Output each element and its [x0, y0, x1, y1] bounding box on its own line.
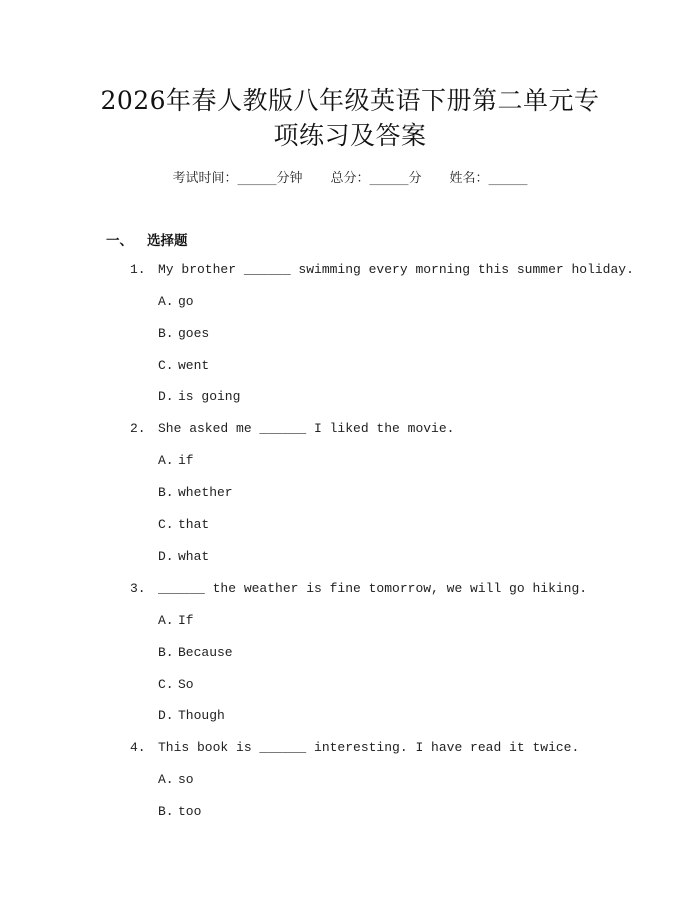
- option-3a: [158, 613, 194, 628]
- option-text: so: [178, 772, 194, 787]
- option-2d: [158, 549, 209, 564]
- question-4: [130, 740, 579, 755]
- option-letter: D.: [158, 708, 174, 723]
- option-letter: B.: [158, 326, 174, 341]
- option-text: go: [178, 294, 194, 309]
- option-3d: [158, 708, 225, 723]
- exam-time: 考试时间：______分钟: [172, 171, 303, 186]
- option-text: too: [178, 804, 202, 819]
- question-number: 4.: [130, 740, 146, 755]
- option-text: whether: [178, 485, 233, 500]
- section-title: 选择题: [147, 233, 188, 249]
- question-text: My brother ______ swimming every morning this summer holiday.: [158, 262, 634, 277]
- option-2a: [158, 453, 194, 468]
- option-text: that: [178, 517, 210, 532]
- option-letter: C.: [158, 677, 174, 692]
- question-text: She asked me ______ I liked the movie.: [158, 421, 455, 436]
- option-text: If: [178, 613, 194, 628]
- option-2b: [158, 485, 233, 500]
- option-letter: D.: [158, 549, 174, 564]
- option-1d: [158, 389, 240, 404]
- question-3: [130, 581, 587, 596]
- question-text: ______ the weather is fine tomorrow, we will go hiking.: [158, 581, 588, 596]
- question-text: This book is ______ interesting. I have read it twice.: [158, 740, 580, 755]
- option-text: So: [178, 677, 194, 692]
- option-letter: B.: [158, 645, 174, 660]
- option-text: Though: [178, 708, 225, 723]
- question-2: [130, 421, 454, 436]
- option-letter: A.: [158, 613, 174, 628]
- question-number: 1.: [130, 262, 146, 277]
- option-letter: B.: [158, 804, 174, 819]
- option-letter: C.: [158, 517, 174, 532]
- section-number: 一、: [106, 233, 133, 249]
- question-1: [130, 262, 634, 277]
- question-number: 3.: [130, 581, 146, 596]
- option-letter: D.: [158, 389, 174, 404]
- option-4a: [158, 772, 194, 787]
- student-name: 姓名：______: [449, 171, 528, 186]
- option-1a: [158, 294, 194, 309]
- option-letter: A.: [158, 294, 174, 309]
- page-title-line2: 项练习及答案: [273, 121, 427, 150]
- option-2c: [158, 517, 209, 532]
- option-3c: [158, 677, 194, 692]
- option-letter: A.: [158, 453, 174, 468]
- option-3b: [158, 645, 233, 660]
- question-number: 2.: [130, 421, 146, 436]
- exam-info: [0, 167, 700, 186]
- option-1c: [158, 358, 209, 373]
- option-text: goes: [178, 326, 210, 341]
- option-text: what: [178, 549, 210, 564]
- option-text: if: [178, 453, 194, 468]
- option-letter: A.: [158, 772, 174, 787]
- total-score: 总分：______分: [330, 171, 422, 186]
- option-1b: [158, 326, 209, 341]
- option-4b: [158, 804, 201, 819]
- page-title-line1: 2026年春人教版八年级英语下册第二单元专: [100, 86, 600, 115]
- option-text: Because: [178, 645, 233, 660]
- option-letter: C.: [158, 358, 174, 373]
- option-text: is going: [178, 389, 241, 404]
- option-text: went: [178, 358, 210, 373]
- option-letter: B.: [158, 485, 174, 500]
- section-heading: [106, 229, 188, 249]
